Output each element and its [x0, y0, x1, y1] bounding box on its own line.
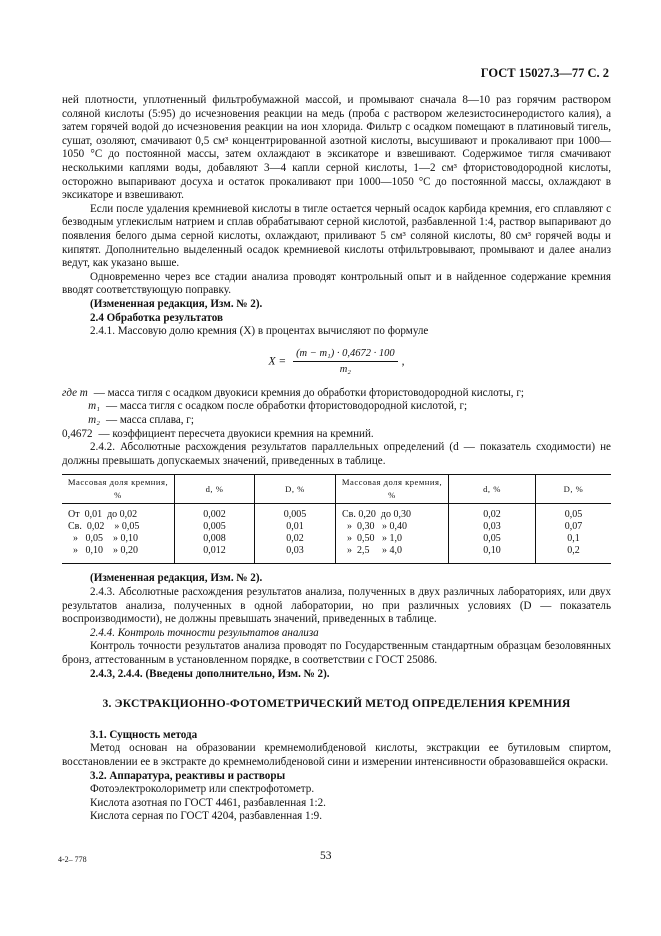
paragraph: Если после удаления кремниевой кислоты в тигле остается черный осадок карбида кремния, его сплавляют с безводным углекислым натрием и сплав обрабатывают серной кислотой, разбавленной 1:4, раствор выпаривают до появления белого дыма серной кислоты, охлаждают, приливают 5 см³ соляной кислоты, 80 см³ горячей воды и кипятят. Дополнительно выделенный осадок кремниевой кислоты отфильтровывают, промывают и далее анализ ведут, как указано выше. — [62, 202, 611, 270]
table-row — [62, 504, 611, 564]
table-header: d, % — [175, 475, 255, 504]
tolerance-table — [62, 474, 611, 564]
formula-denominator: m₂ — [339, 364, 351, 376]
definition-row — [62, 387, 611, 401]
table-cell: 0,005 0,01 0,02 0,03 — [255, 504, 336, 564]
amendment-note: 2.4.3, 2.4.4. (Введены дополнительно, Изм. № 2). — [90, 667, 330, 680]
table-cell: 0,002 0,005 0,008 0,012 — [175, 504, 255, 564]
definition-symbol: m₂ — [88, 414, 100, 427]
definition-symbol: 0,4672 — [62, 427, 93, 440]
paragraph: 2.4.2. Абсолютные расхождения результатов параллельных определений (d — показатель сходимости) не должны превышать допускаемых значений, приведенных в таблице. — [62, 441, 611, 467]
amendment-note: (Измененная редакция, Изм. № 2). — [90, 297, 263, 310]
table-header: D, % — [536, 475, 612, 504]
page-number: 53 — [320, 850, 332, 862]
paragraph: 2.4.1. Массовую долю кремния (X) в процентах вычисляют по формуле — [90, 325, 429, 338]
document-body — [62, 94, 611, 824]
table-cell: 0,02 0,03 0,05 0,10 — [449, 504, 536, 564]
formula — [62, 347, 611, 377]
amendment-note: (Измененная редакция, Изм. № 2). — [90, 572, 263, 585]
table-header: d, % — [449, 475, 536, 504]
table-cell: От 0,01 до 0,02 Св. 0,02 » 0,05 » 0,05 » 0,10 » 0,10 » 0,20 — [62, 504, 175, 564]
subsection-heading: 2.4.4. Контроль точности результатов анализа — [90, 626, 319, 639]
subsection-heading: 2.4 Обработка результатов — [90, 311, 223, 324]
variable-definitions — [62, 387, 611, 441]
paragraph: ней плотности, уплотненный фильтробумажной массой, и промывают сначала 8—10 раз горячим раствором соляной кислоты (5:95) до исчезновения реакции на медь (проба с раствором железистосинеродистого калия), а затем горячей водой до исчезновения реакции на ион хлорида. Фильтр с осадком помещают в платиновый тигель, сушат, озоляют, смачивают 0,5 см³ концентрированной азотной кислоты, высушивают и прокаливают при 1000—1050 °С до постоянной массы, затем охлаждают в эксикаторе и взвешивают. Содержимое тигля смачивают несколькими каплями воды, добавляют 3—4 капли серной кислоты, 1—2 см³ фтористоводородной кислоты, осторожно выпаривают досуха и остаток прокаливают при 1000—1050 °С до постоянной массы, охлаждают в эксикаторе и взвешивают. — [62, 94, 611, 202]
table-header: Массовая доля кремния, % — [62, 475, 175, 504]
table-header-row — [62, 475, 611, 504]
table-header: D, % — [255, 475, 336, 504]
formula-tail: , — [401, 355, 405, 368]
subsection-heading: 3.2. Аппаратура, реактивы и растворы — [90, 769, 286, 782]
definition-text: — масса сплава, г; — [106, 414, 194, 427]
paragraph: 2.4.3. Абсолютные расхождения результатов анализа, полученных в двух различных лабораториях, или двух результатов анализа, полученных в одной лаборатории, но при различных условиях (D — показатель воспроизводимости), не должны превышать значений, приведенных в таблице. — [62, 586, 611, 626]
definition-symbol: m₁ — [88, 400, 100, 413]
definition-text: — масса тигля с осадком после обработки фтористоводородной кислотой, г; — [106, 400, 468, 413]
table-cell: Св. 0,20 до 0,30 » 0,30 » 0,40 » 0,50 » 1,0 » 2,5 » 4,0 — [336, 504, 449, 564]
paragraph: Метод основан на образовании кремнемолибденовой кислоты, экстракции ее бутиловым спиртом, восстановлении ее в экстракте до кремнемолибденовой сини и измерении интенсивности образовавшейся окраски. — [62, 742, 611, 768]
section-title: 3. ЭКСТРАКЦИОННО-ФОТОМЕТРИЧЕСКИЙ МЕТОД ОПРЕДЕЛЕНИЯ КРЕМНИЯ — [102, 697, 571, 711]
definition-text: — масса тигля с осадком двуокиси кремния до обработки фтористоводородной кислоты, г; — [93, 386, 524, 399]
paragraph: Одновременно через все стадии анализа проводят контрольный опыт и в найденное содержание кремния вводят соответствующую поправку. — [62, 270, 611, 297]
definition-row — [62, 428, 611, 442]
print-code: 4-2– 778 — [58, 855, 87, 864]
paragraph: Кислота серная по ГОСТ 4204, разбавленная 1:9. — [90, 810, 322, 823]
definition-text: — коэффициент пересчета двуокиси кремния на кремний. — [98, 427, 374, 440]
paragraph: Контроль точности результатов анализа проводят по Государственным стандартным образцам безоловянных бронз, аттестованным в установленном порядке, в соответствии с ГОСТ 25086. — [62, 640, 611, 666]
paragraph: Фотоэлектроколориметр или спектрофотометр. — [90, 783, 315, 796]
running-header: ГОСТ 15027.3—77 С. 2 — [480, 66, 609, 80]
formula-lhs: X = — [268, 355, 287, 368]
formula-fraction — [293, 347, 398, 377]
formula-numerator: (m − m₁) · 0,4672 · 100 — [293, 347, 398, 363]
definition-row — [62, 414, 611, 428]
table-cell: 0,05 0,07 0,1 0,2 — [536, 504, 612, 564]
table-header: Массовая доля кремния, % — [336, 475, 449, 504]
definition-symbol: где m — [62, 386, 88, 399]
subsection-heading: 3.1. Сущность метода — [90, 728, 198, 741]
definition-row — [62, 400, 611, 414]
paragraph: Кислота азотная по ГОСТ 4461, разбавленная 1:2. — [90, 796, 326, 809]
